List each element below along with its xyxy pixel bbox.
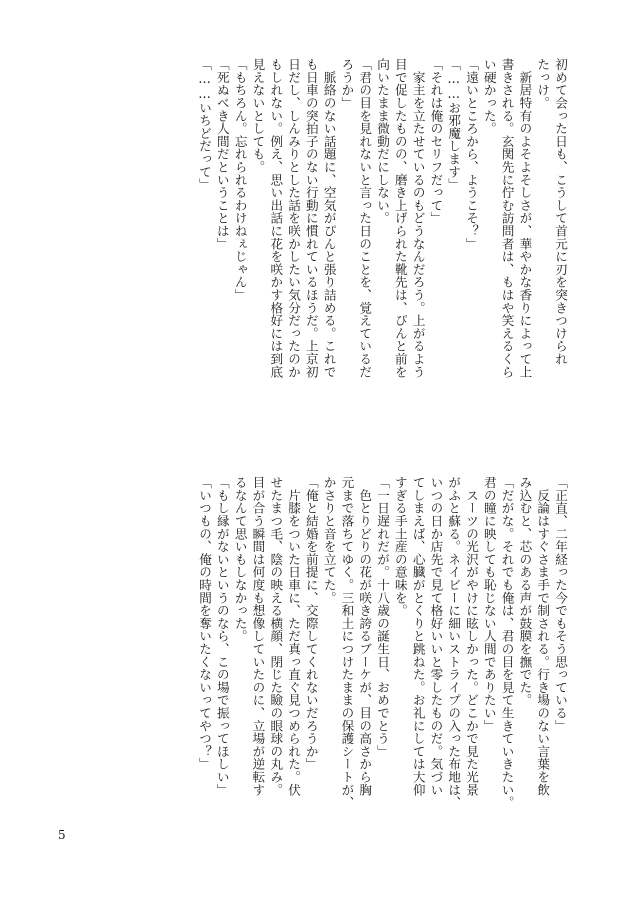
text-line: み込むと、芯のある声が鼓膜を撫でた。 bbox=[517, 476, 533, 707]
text-line: たっけ。 bbox=[535, 58, 551, 110]
text-line: 新居特有のよそよそしさが、華やかな香りによって上 bbox=[517, 58, 533, 378]
text-line: ろうか」 bbox=[339, 58, 355, 110]
text-line: 片膝をついた日車に、ただ真っ直ぐ見つめられた。伏 bbox=[286, 476, 302, 796]
text-line: 「一日遅れだが。十八歳の誕生日、おめでとう」 bbox=[375, 476, 391, 758]
text-line: 「死ぬべき人間だということは」 bbox=[214, 58, 230, 250]
text-line: 「正直、二年経った今でもそう思っている」 bbox=[553, 476, 568, 732]
text-line: 「いつもの、俺の時間を奪いたくないってやつ？」 bbox=[197, 476, 213, 771]
text-line: 反論はすぐさま手で制される。行き場のない言葉を飲 bbox=[535, 476, 551, 796]
text-line: 「俺と結婚を前提に、交際してくれないだろうか」 bbox=[303, 476, 319, 771]
page-number: 5 bbox=[58, 828, 66, 842]
text-line: 目が合う瞬間は何度も想像していたのに、立場が逆転す bbox=[250, 476, 266, 796]
text-line: 「……いちどだって」 bbox=[197, 58, 213, 191]
text-line: 向いたまま微動だにしない。 bbox=[375, 58, 391, 225]
lower-text-block bbox=[99, 476, 569, 876]
text-line: てしまえば、心臓がとくりと跳ねた。お礼にしては大仰 bbox=[410, 476, 426, 796]
text-line: がふと蘇る。ネイビーに細いストライプの入った布地は、 bbox=[446, 476, 462, 809]
text-line: 「君の目を見れないと言った日のことを、覚えているだ bbox=[357, 58, 373, 378]
text-line: 「もちろん。忘れられるわけねぇじゃん」 bbox=[232, 58, 248, 302]
text-line: 目で促したものの、磨き上げられた靴先は、ぴんと前を bbox=[392, 58, 408, 378]
text-line: 初めて会った日も、こうして首元に刃を突きつけられ bbox=[553, 58, 568, 366]
text-line: すぎる手土産の意味を。 bbox=[392, 476, 408, 617]
text-line: 脈絡のない話題に、空気がぴんと張り詰める。これで bbox=[321, 58, 337, 378]
text-line: 家主を立たせているのもどうなんだろう。上がるよう bbox=[410, 58, 426, 378]
upper-text-block bbox=[99, 58, 569, 458]
text-line: かさりと音を立てた。 bbox=[321, 476, 337, 604]
text-line: るなんて思いもしなかった。 bbox=[232, 476, 248, 643]
text-line: もしれない。例え、思い出話に花を咲かす格好には到底 bbox=[268, 58, 284, 378]
text-line: も日車の突拍子のない行動に慣れているほうだ。上京初 bbox=[303, 58, 319, 378]
text-line: 色とりどりの花が咲き誇るブーケが、目の高さから胸 bbox=[357, 476, 373, 796]
text-line: 「だがな。それでも俺は、君の目を見て生きていきたい。 bbox=[499, 476, 515, 809]
text-line: 「遠いところから、ようこそ？」 bbox=[464, 58, 480, 250]
text-line: 見えないとしても。 bbox=[250, 58, 266, 174]
text-line: 君の瞳に映しても恥じない人間でありたい」 bbox=[481, 476, 497, 732]
text-line: 元まで落ちてゆく。三和土につけたままの保護シートが、 bbox=[339, 476, 355, 809]
text-line: せたまつ毛、陰の映える横顔、閉じた瞼の眼球の丸み。 bbox=[268, 476, 284, 796]
text-line: 書きされる。玄関先に佇む訪問者は、もはや笑えるくら bbox=[499, 58, 515, 378]
text-line: スーツの光沢がやけに眩しかった。どこかで見た光景 bbox=[464, 476, 480, 796]
text-line: いつの日か店先で見て格好いいと零したものだ。気づい bbox=[428, 476, 444, 796]
text-line: 「それは俺のセリフだって」 bbox=[428, 58, 444, 225]
text-line: い硬かった。 bbox=[481, 58, 497, 135]
text-line: 「……お邪魔します」 bbox=[446, 58, 462, 191]
text-line: 日だし、しんみりとした話を咲かしたい気分だったのか bbox=[286, 58, 302, 378]
text-line: 「もし縁がないというのなら、この場で振ってほしい」 bbox=[214, 476, 230, 796]
